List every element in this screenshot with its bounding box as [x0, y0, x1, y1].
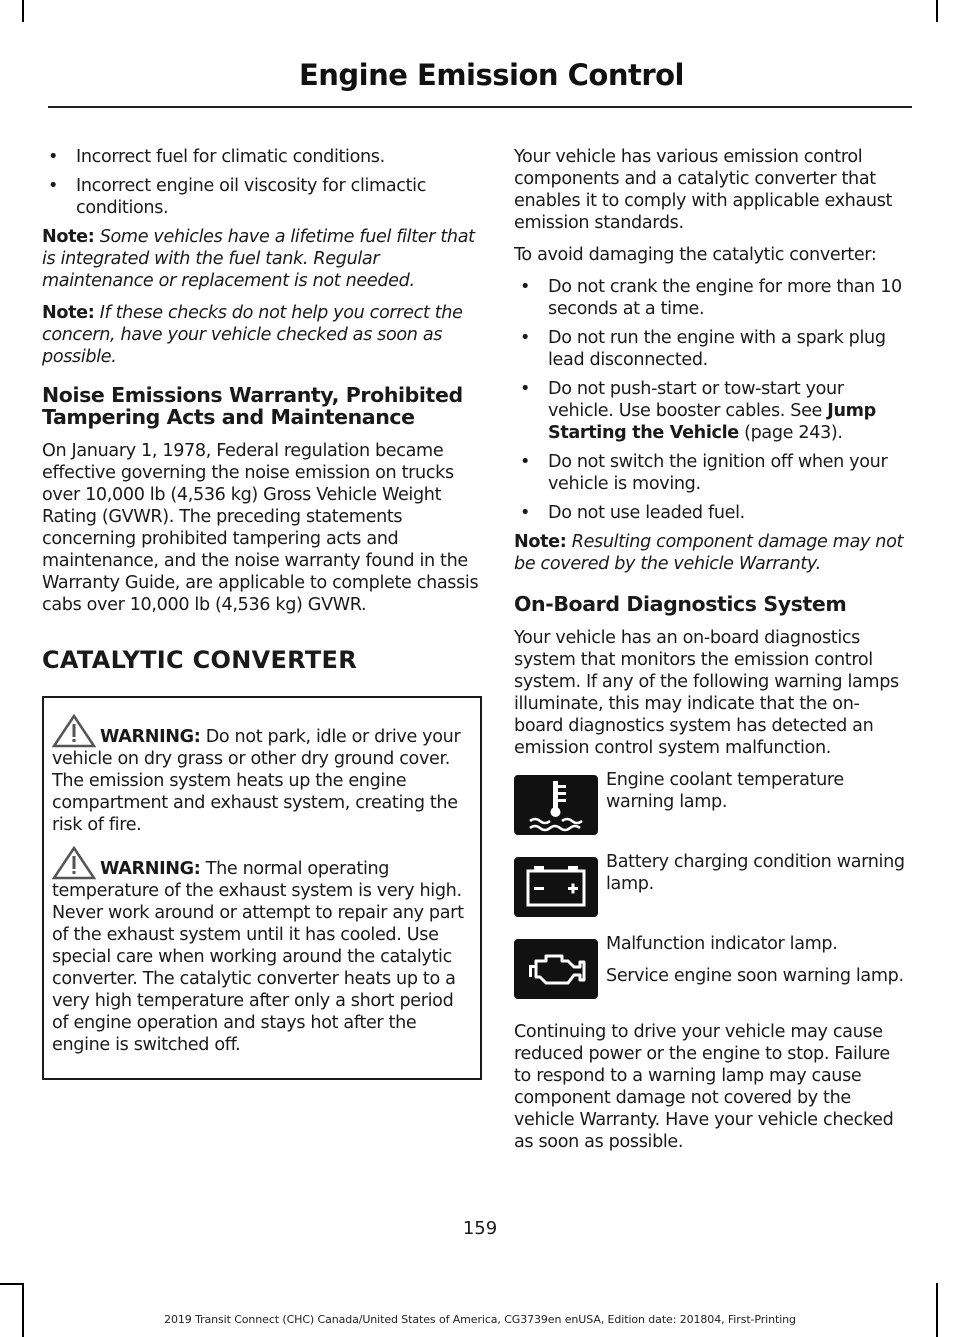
note-label: Note:: [514, 532, 567, 552]
lamp-description: Battery charging condition warning lamp.: [606, 852, 905, 894]
paragraph: Your vehicle has various emission control components and a catalytic converter that enables it to comply with applicable exhaust emission standards.: [514, 147, 893, 233]
crop-mark: [936, 0, 938, 22]
list-item: • Do not push-start or tow-start your vehicle. Use booster cables. See Jump Starting the Vehicle (page 243).: [520, 379, 876, 443]
section-heading: Noise Emissions Warranty, Prohibited Tampering Acts and Maintenance: [42, 383, 463, 429]
paragraph: Continuing to drive your vehicle may cause reduced power or the engine to stop. Failure to respond to a warning lamp may cause component damage not covered by the vehicle Warranty. Have your vehicle checked as soon as possible.: [514, 1022, 894, 1152]
warning-lamp-entry: [514, 851, 908, 925]
list-item-text: Incorrect fuel for climatic conditions.: [76, 147, 385, 167]
lamp-description: Service engine soon warning lamp.: [606, 966, 904, 986]
crop-mark: [936, 1283, 938, 1337]
list-item-text: Do not push-start or tow-start your vehicle. Use booster cables. See: [548, 379, 844, 421]
warning-text: The normal operating temperature of the exhaust system is very high. Never work around or attempt to repair any part of the exhaust system until it has cooled. Use special care when working around the catalytic converter. The catalytic converter heats up to a very high temperature after only a short period of engine operation and stays hot after the engine is switched off.: [52, 859, 464, 1055]
note-text: If these checks do not help you correct the concern, have your vehicle checked as soon as possible.: [42, 303, 463, 367]
warning: [52, 714, 472, 836]
warning-lamp-entry: [514, 933, 908, 1007]
warning-text: Do not park, idle or drive your vehicle on dry grass or other dry ground cover. The emission system heats up the engine compartment and exhaust system, creating the risk of fire.: [52, 727, 461, 835]
edition-info: 2019 Transit Connect (CHC) Canada/United States of America, CG3739en enUSA, Edition date: 201804, First-Printing: [164, 1313, 796, 1326]
header-divider: [48, 106, 912, 108]
crop-mark: [22, 0, 24, 22]
list-item: • Do not switch the ignition off when your vehicle is moving.: [520, 452, 888, 494]
note-label: Note:: [42, 227, 95, 247]
paragraph: To avoid damaging the catalytic converter:: [514, 245, 877, 265]
note-label: Note:: [42, 303, 95, 323]
note: [514, 531, 908, 575]
list-item: • Do not crank the engine for more than 10 seconds at a time.: [520, 277, 902, 319]
lamp-description: Engine coolant temperature warning lamp.: [606, 770, 844, 812]
paragraph: On January 1, 1978, Federal regulation became effective governing the noise emission on trucks over 10,000 lb (4,536 kg) Gross Vehicle Weight Rating (GVWR). The preceding statements concerning prohibited tampering acts and maintenance, and the noise warranty found in the Warranty Guide, are applicable to complete chassis cabs over 10,000 lb (4,536 kg) GVWR.: [42, 441, 479, 615]
battery-icon: [514, 857, 598, 917]
list-item-text: Do not switch the ignition off when your vehicle is moving.: [548, 452, 888, 494]
check-engine-icon: [514, 939, 598, 999]
page-title: Engine Emission Control: [298, 58, 684, 92]
warning-lamp-entry: [514, 769, 908, 843]
page-reference: (page 243).: [738, 423, 843, 443]
note: [42, 226, 482, 292]
list-item-text: Do not use leaded fuel.: [548, 503, 745, 523]
list-item-text: Do not crank the engine for more than 10 seconds at a time.: [548, 277, 902, 319]
warning-triangle-icon: [52, 846, 96, 880]
list-item: • Incorrect engine oil viscosity for climactic conditions.: [48, 176, 427, 218]
warning-box: [42, 696, 482, 1080]
warning: [52, 846, 472, 1056]
note-text: Resulting component damage may not be covered by the vehicle Warranty.: [514, 532, 904, 574]
lamp-description: Malfunction indicator lamp.: [606, 934, 838, 954]
crop-mark: [0, 1283, 22, 1285]
note: [42, 302, 482, 368]
warning-triangle-icon: [52, 714, 96, 748]
right-column: [514, 146, 908, 1163]
warning-label: WARNING:: [100, 727, 201, 747]
section-heading: On-Board Diagnostics System: [514, 592, 847, 616]
page-number: 159: [462, 1218, 498, 1239]
list-item-text: Do not run the engine with a spark plug lead disconnected.: [548, 328, 886, 370]
coolant-temperature-icon: [514, 775, 598, 835]
list-item: • Do not run the engine with a spark plug lead disconnected.: [520, 328, 886, 370]
crop-mark: [22, 1283, 24, 1337]
list-item: • Do not use leaded fuel.: [520, 503, 745, 523]
note-text: Some vehicles have a lifetime fuel filter that is integrated with the fuel tank. Regular maintenance or replacement is not needed.: [42, 227, 475, 291]
left-column: [42, 146, 482, 1080]
cross-reference-link[interactable]: Jump Starting the Vehicle: [548, 401, 876, 443]
list-item: • Incorrect fuel for climatic conditions.: [48, 147, 385, 167]
warning-label: WARNING:: [100, 859, 201, 879]
chapter-heading: CATALYTIC CONVERTER: [42, 646, 358, 674]
list-item-text: Incorrect engine oil viscosity for climactic conditions.: [76, 176, 427, 218]
paragraph: Your vehicle has an on-board diagnostics system that monitors the emission control system. If any of the following warning lamps illuminate, this may indicate that the on-board diagnostics system has detected an emission control system malfunction.: [514, 628, 899, 758]
